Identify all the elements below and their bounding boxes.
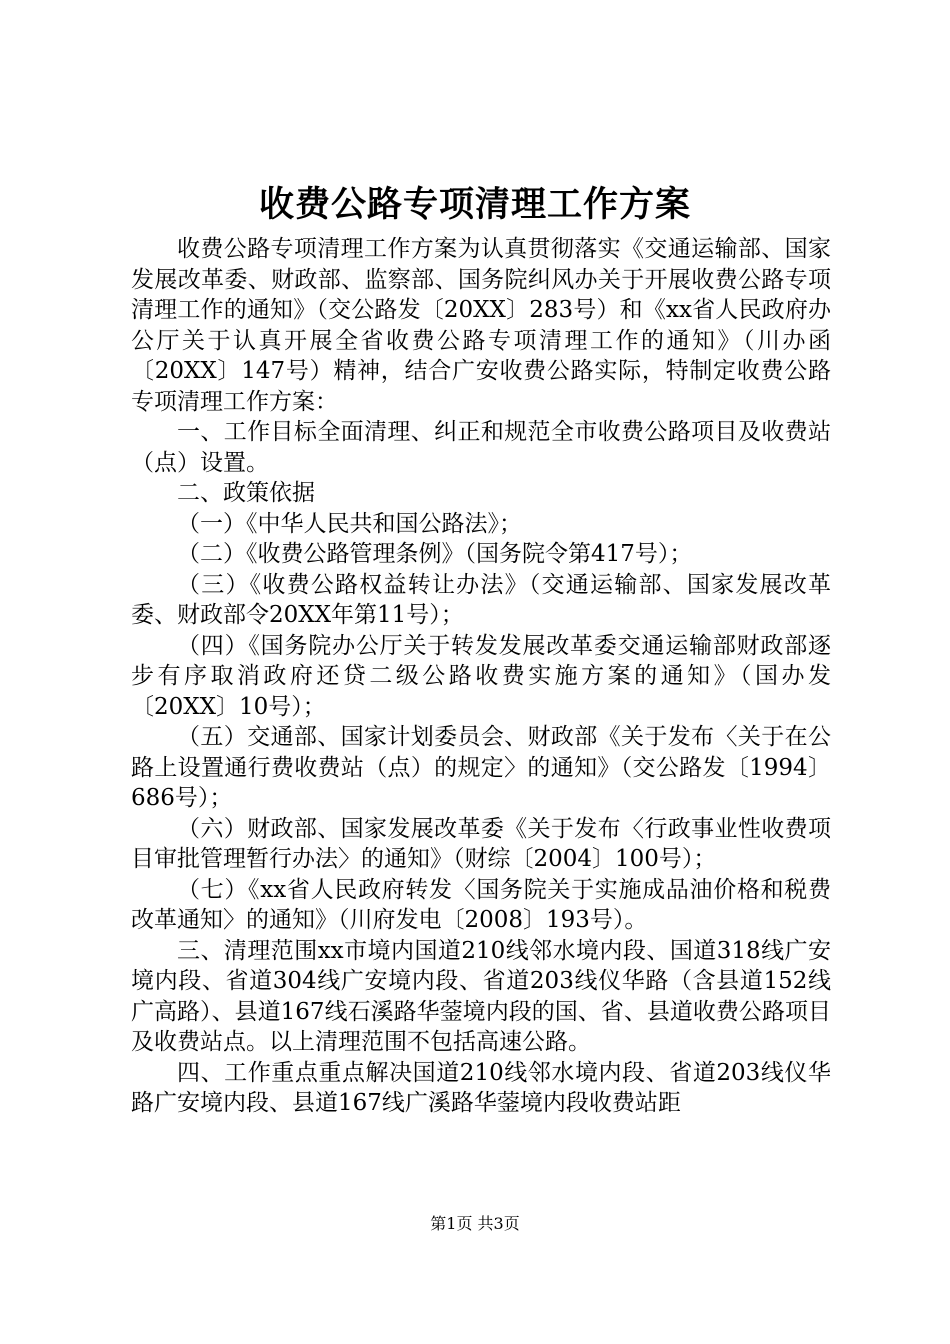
document-title: 收费公路专项清理工作方案 [258,184,691,225]
paragraph-scope: 三、清理范围xx市境内国道210线邻水境内段、国道318线广安境内段、省道304线广安境内段、省道203线仪华路（含县道152线广高路）、县道167线石溪路华蓥境内段的国、省、县道收费公路项目及收费站点。以上清理范围不包括高速公路。 [131,937,831,1055]
paragraph-goal: 一、工作目标全面清理、纠正和规范全市收费公路项目及收费站（点）设置。 [131,419,831,476]
paragraph-policy-1: （一）《中华人民共和国公路法》； [177,510,522,537]
page-footer: 第1页 共3页 [430,1214,520,1233]
paragraph-policy-heading: 二、政策依据 [177,480,315,506]
document-body [131,234,831,1119]
paragraph-policy-7: （七）《xx省人民政府转发〈国务院关于实施成品油价格和税费改革通知〉的通知》（川府发电〔2008〕193号）。 [131,876,831,933]
paragraph-intro: 收费公路专项清理工作方案为认真贯彻落实《交通运输部、国家发展改革委、财政部、监察部、国务院纠风办关于开展收费公路专项清理工作的通知》（交公路发〔20XX〕283号）和《xx省人民政府办公厅关于认真开展全省收费公路专项清理工作的通知》（川办函〔20XX〕147号）精神，结合广安收费公路实际，特制定收费公路专项清理工作方案： [131,236,831,415]
paragraph-focus: 四、工作重点重点解决国道210线邻水境内段、省道203线仪华路广安境内段、县道167线广溪路华蓥境内段收费站距 [131,1059,831,1116]
paragraph-policy-4: （四）《国务院办公厅关于转发发展改革委交通运输部财政部逐步有序取消政府还贷二级公路收费实施方案的通知》（国办发〔20XX〕10号）； [131,632,831,720]
paragraph-policy-2: （二）《收费公路管理条例》（国务院令第417号）； [177,541,693,567]
paragraph-policy-3: （三）《收费公路权益转让办法》（交通运输部、国家发展改革委、财政部令20XX年第11号）； [131,571,831,628]
paragraph-policy-6: （六）财政部、国家发展改革委《关于发布〈行政事业性收费项目审批管理暂行办法〉的通知》（财综〔2004〕100号）； [131,815,831,872]
paragraph-policy-5: （五）交通部、国家计划委员会、财政部《关于发布〈关于在公路上设置通行费收费站（点）的规定〉的通知》（交公路发〔1994〕686号）； [131,724,831,811]
